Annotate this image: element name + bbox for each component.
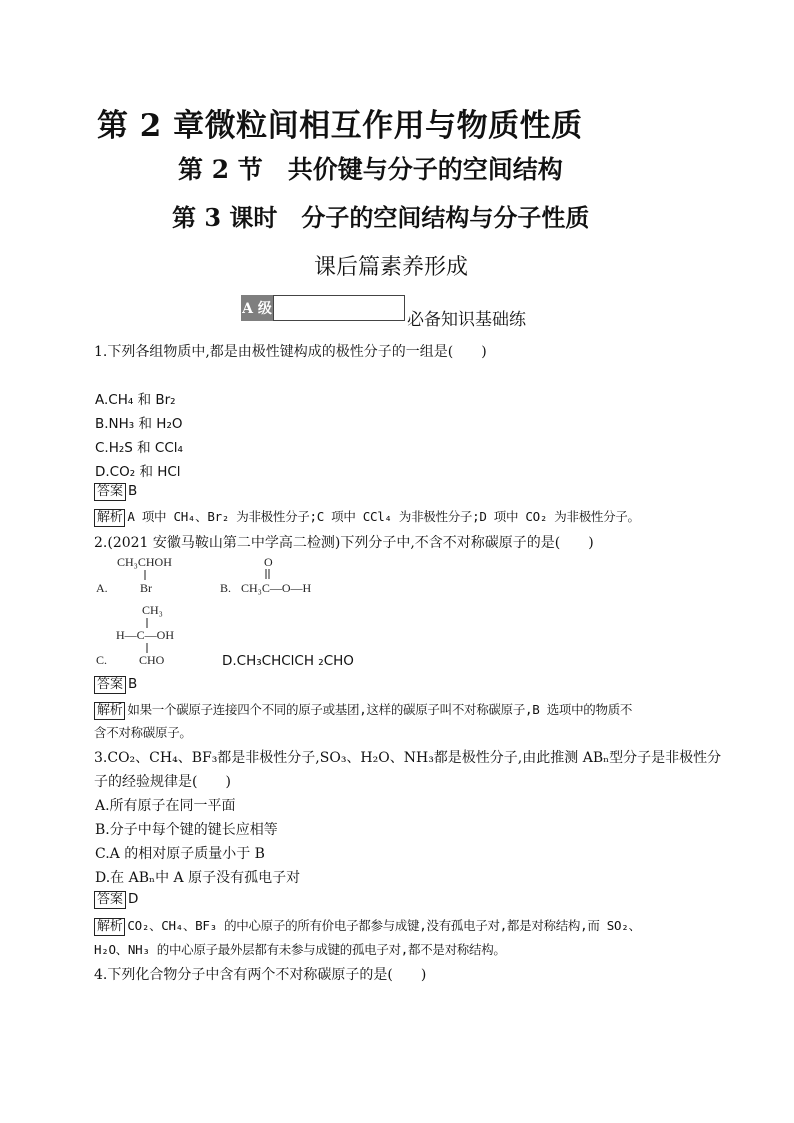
- answer-tag: 答案: [94, 676, 126, 694]
- q3-stem-2: 子的经验规律是( ): [94, 774, 231, 790]
- q2-option-b-oxygen: O: [264, 555, 273, 569]
- q2-option-c-label: C.: [96, 653, 108, 667]
- q2-stem: 2.(2021 安徽马鞍山第二中学高二检测)下列分子中,不含不对称碳原子的是( ): [94, 535, 594, 551]
- level-badge: A 级: [241, 295, 273, 321]
- q3-option-b: B.分子中每个键的键长应相等: [95, 822, 278, 838]
- q3-answer-value: D: [128, 891, 139, 907]
- q3-option-c: C.A 的相对原子质量小于 B: [95, 846, 265, 862]
- q1-option-c: C.H₂S 和 CCl₄: [95, 440, 183, 456]
- q2-option-a-formula: CH₃CHOH: [117, 555, 172, 569]
- q2-analysis-text-2: 含不对称碳原子。: [94, 725, 192, 740]
- q1-analysis: [94, 507, 640, 527]
- section-title: 第 2 节 共价键与分子的空间结构: [178, 155, 563, 184]
- answer-tag: 答案: [94, 891, 126, 909]
- analysis-tag: 解析: [94, 702, 125, 720]
- q2-option-a-label: A.: [96, 581, 108, 595]
- lesson-title: 第 3 课时 分子的空间结构与分子性质: [172, 203, 590, 232]
- q2-option-d: D.CH₃CHClCH ₂CHO: [222, 653, 354, 669]
- analysis-tag: 解析: [94, 509, 125, 527]
- q1-analysis-text: A 项中 CH₄、Br₂ 为非极性分子;C 项中 CCl₄ 为非极性分子;D 项中 CO₂ 为非极性分子。: [127, 509, 640, 524]
- q2-answer: [94, 676, 137, 694]
- q3-analysis-text-1: CO₂、CH₄、BF₃ 的中心原子的所有价电子都参与成键,没有孤电子对,都是对称结构,而 SO₂、: [127, 918, 641, 933]
- q3-analysis: [94, 916, 641, 936]
- q4-stem: 4.下列化合物分子中含有两个不对称碳原子的是( ): [94, 967, 427, 983]
- q2-answer-value: B: [128, 676, 138, 692]
- q3-answer: [94, 891, 138, 909]
- q2-option-b-label: B.: [220, 581, 232, 595]
- analysis-tag: 解析: [94, 918, 125, 936]
- q2-option-c-cho: CHO: [139, 653, 165, 667]
- q2-analysis-text-1: 如果一个碳原子连接四个不同的原子或基团,这样的碳原子叫不对称碳原子,B 选项中的物质不: [127, 702, 633, 717]
- q2-analysis: [94, 700, 632, 720]
- level-blank-field[interactable]: [273, 295, 405, 321]
- answer-tag: 答案: [94, 483, 126, 501]
- q1-answer-value: B: [128, 483, 138, 499]
- q2-option-c-center: H—C—OH: [116, 628, 175, 642]
- q2-option-b-formula: CH₃C—O—H: [241, 581, 312, 595]
- page-subtitle: 课后篇素养形成: [314, 255, 469, 280]
- q1-option-b: B.NH₃ 和 H₂O: [95, 416, 183, 432]
- chapter-title: 第 2 章微粒间相互作用与物质性质: [97, 108, 583, 144]
- q1-stem: 1.下列各组物质中,都是由极性键构成的极性分子的一组是( ): [94, 344, 487, 360]
- q3-option-d: D.在 ABₙ中 A 原子没有孤电子对: [95, 870, 301, 886]
- q2-option-a-br: Br: [140, 581, 152, 595]
- q3-analysis-text-2: H₂O、NH₃ 的中心原子最外层都有未参与成键的孤电子对,都不是对称结构。: [94, 942, 506, 957]
- q2-option-c-ch3: CH₃: [142, 603, 163, 617]
- q1-option-a: A.CH₄ 和 Br₂: [95, 392, 176, 408]
- level-title: 必备知识基础练: [407, 310, 526, 330]
- q1-option-d: D.CO₂ 和 HCl: [95, 464, 181, 480]
- q3-option-a: A.所有原子在同一平面: [95, 798, 236, 814]
- q1-answer: [94, 483, 137, 501]
- q3-stem-1: 3.CO₂、CH₄、BF₃都是非极性分子,SO₃、H₂O、NH₃都是极性分子,由此推测 ABₙ型分子是非极性分: [94, 750, 722, 766]
